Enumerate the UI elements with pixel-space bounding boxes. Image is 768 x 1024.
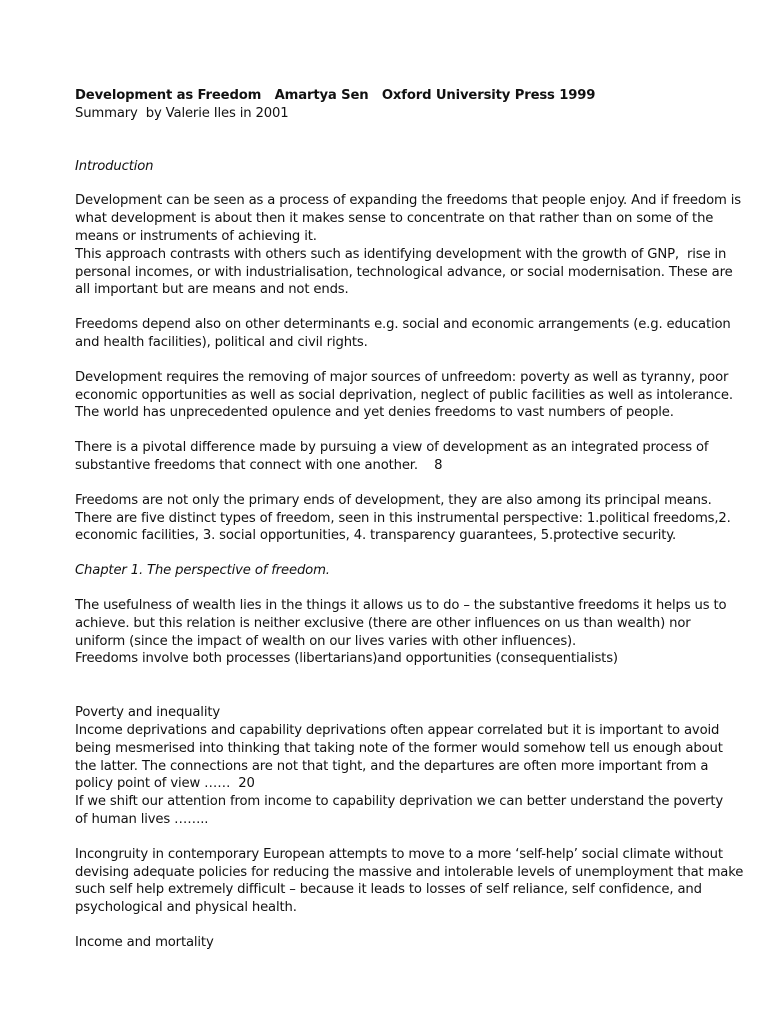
text-line: Freedoms depend also on other determinants e.g. social and economic arrangements (e.g. education	[75, 317, 731, 333]
text-line: uniform (since the impact of wealth on our lives varies with other influences).	[75, 633, 577, 649]
text-line: Income deprivations and capability deprivations often appear correlated but it is important to avoid	[75, 722, 720, 738]
text-line: substantive freedoms that connect with one another. 8	[75, 457, 443, 473]
text-line: This approach contrasts with others such as identifying development with the growth of GNP, rise in	[75, 246, 727, 262]
text-line: If we shift our attention from income to capability deprivation we can better understand the poverty	[75, 794, 724, 810]
text-line: psychological and physical health.	[75, 900, 297, 916]
text-line: Development can be seen as a process of expanding the freedoms that people enjoy. And if freedom is	[75, 193, 741, 209]
section-heading-income-mortality: Income and mortality	[75, 934, 214, 950]
paragraph-poverty-1	[75, 722, 735, 829]
document-title: Development as Freedom Amartya Sen Oxford University Press 1999	[75, 88, 596, 103]
text-line: Freedoms are not only the primary ends of development, they are also among its principal means.	[75, 492, 712, 508]
text-line: personal incomes, or with industrialisation, technological advance, or social modernisation. These are	[75, 264, 733, 280]
text-line: There is a pivotal difference made by pursuing a view of development as an integrated process of	[75, 440, 709, 456]
text-line: means or instruments of achieving it.	[75, 228, 317, 244]
text-line: policy point of view …… 20	[75, 776, 255, 792]
text-line: Incongruity in contemporary European attempts to move to a more ‘self-help’ social climate without	[75, 846, 723, 862]
section-heading-chapter-1: Chapter 1. The perspective of freedom.	[75, 563, 330, 579]
text-line: being mesmerised into thinking that taking note of the former would somehow tell us enough about	[75, 740, 723, 756]
text-line: There are five distinct types of freedom, seen in this instrumental perspective: 1.political freedoms,2.	[75, 510, 731, 526]
text-line: all important but are means and not ends.	[75, 282, 349, 298]
text-line: such self help extremely difficult – because it leads to losses of self reliance, self confidence, and	[75, 882, 702, 898]
text-line: of human lives ……..	[75, 811, 209, 827]
text-line: devising adequate policies for reducing the massive and intolerable levels of unemployment that make	[75, 864, 744, 880]
text-line: achieve. but this relation is neither exclusive (there are other influences on us than wealth) nor	[75, 615, 691, 631]
text-line: economic facilities, 3. social opportunities, 4. transparency guarantees, 5.protective security.	[75, 528, 677, 544]
document-page	[75, 87, 744, 952]
paragraph-intro-4	[75, 439, 735, 475]
spacer	[75, 475, 735, 492]
paragraph-intro-3	[75, 369, 735, 422]
text-line: Development requires the removing of major sources of unfreedom: poverty as well as tyranny, poor	[75, 369, 729, 385]
paragraph-chapter1-1	[75, 597, 735, 668]
text-line: Freedoms involve both processes (libertarians)and opportunities (consequentialists)	[75, 651, 618, 667]
paragraph-poverty-2	[75, 846, 744, 917]
spacer	[75, 422, 735, 439]
spacer	[75, 352, 735, 369]
spacer	[75, 668, 735, 704]
text-line: The usefulness of wealth lies in the things it allows us to do – the substantive freedoms it helps us to	[75, 597, 727, 613]
text-line: what development is about then it makes sense to concentrate on that rather than on some of the	[75, 211, 714, 227]
spacer	[75, 917, 735, 934]
section-heading-poverty: Poverty and inequality	[75, 705, 221, 721]
spacer	[75, 123, 735, 158]
spacer	[75, 545, 735, 562]
spacer	[75, 580, 735, 597]
spacer	[75, 829, 735, 846]
text-line: the latter. The connections are not that tight, and the departures are often more important from a	[75, 758, 709, 774]
spacer	[75, 299, 735, 316]
document-byline: Summary by Valerie Iles in 2001	[75, 105, 289, 121]
text-line: economic opportunities as well as social deprivation, neglect of public facilities as well as intolerance.	[75, 387, 733, 403]
text-line: The world has unprecedented opulence and yet denies freedoms to vast numbers of people.	[75, 405, 674, 421]
section-heading-introduction: Introduction	[75, 158, 154, 174]
spacer	[75, 175, 735, 192]
text-line: and health facilities), political and civil rights.	[75, 334, 368, 350]
paragraph-intro-1	[75, 192, 741, 299]
paragraph-intro-5	[75, 492, 735, 545]
paragraph-intro-2	[75, 316, 735, 352]
